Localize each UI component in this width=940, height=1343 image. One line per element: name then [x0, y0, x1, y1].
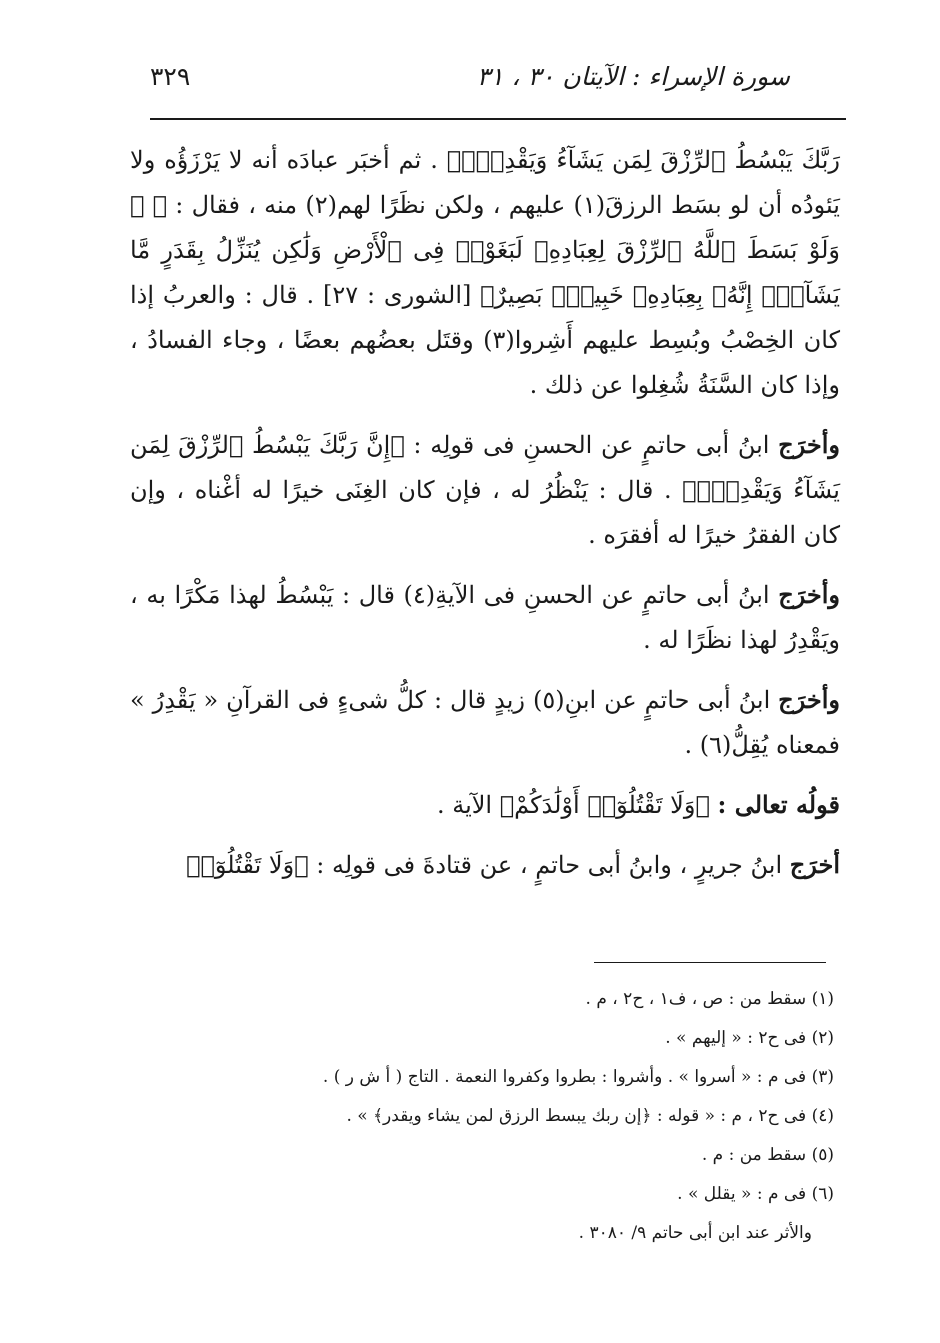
paragraph-lead: وأخرَج — [778, 685, 840, 714]
paragraph-1 — [130, 138, 840, 408]
footnote-rule — [594, 962, 826, 963]
paragraph-lead: وأخرَج — [778, 430, 840, 459]
paragraph-text: ﴿وَلَا تَقْتُلُوٓا۟ أَوْلَٰدَكُمْ﴾ الآية . — [436, 791, 718, 819]
paragraph-lead: قولُه تعالى : — [717, 790, 840, 819]
footnote: (٦) فى م : « يقلل » . — [677, 1184, 834, 1204]
paragraph-text: ابنُ أبى حاتمٍ عن ابنِ(٥) زيدٍ قال : كلُّ شىءٍ فى القرآنِ « يَقْدِرُ » فمعناه يُقِلُّ(٦) . — [130, 686, 840, 759]
paragraph-lead: أخرَج — [789, 850, 840, 879]
paragraph-text: ابنُ جريرٍ ، وابنُ أبى حاتمٍ ، عن قتادةَ فى قولِه : ﴿وَلَا تَقْتُلُوٓا۟ — [186, 851, 790, 879]
page-number: ٣٢٩ — [150, 62, 191, 91]
paragraph-text: ابنُ أبى حاتمٍ عن الحسنِ فى قولِه : ﴿إِنَّ رَبَّكَ يَبْسُطُ ٱلرِّزْقَ لِمَن يَشَآءُ وَيَقْدِرُۚ﴾ . قال : يَنْظُرُ له ، فإن كان الغِنَى خيرًا له أغْناه ، وإن كان الفقرُ خيرًا له أفقرَه . — [130, 431, 840, 549]
footnote: (٣) فى م : « أسروا » . وأشروا : بطروا وكفروا النعمة . التاج ( أ ش ر ) . — [322, 1067, 834, 1087]
paragraph-2 — [130, 422, 840, 558]
footnote: (١) سقط من : ص ، ف١ ، ح٢ ، م . — [585, 989, 834, 1009]
footnote: (٢) فى ح٢ : « إليهم » . — [665, 1028, 834, 1048]
main-text — [130, 138, 840, 902]
footnote: (٤) فى ح٢ ، م : « قوله : ﴿إن ربك يبسط الرزق لمن يشاء ويقدر﴾ » . — [346, 1106, 834, 1126]
page-header — [150, 62, 790, 102]
header-rule — [150, 118, 846, 120]
paragraph-text: ابنُ أبى حاتمٍ عن الحسنِ فى الآيةِ(٤) قال : يَبْسُطُ لهذا مَكْرًا به ، ويَقْدِرُ لهذا نظَرًا له . — [130, 581, 840, 654]
surah-title: سورة الإسراء : الآيتان ٣٠ ، ٣١ — [476, 62, 790, 91]
footnote: (٥) سقط من : م . — [701, 1145, 834, 1165]
paragraph-lead: وأخرَج — [778, 580, 841, 609]
footnote-continuation: والأثر عند ابن أبى حاتم ٩/ ٣٠٨٠ . — [578, 1223, 812, 1243]
paragraph-6 — [130, 842, 840, 888]
footnotes — [170, 980, 834, 1253]
paragraph-5 — [130, 782, 840, 828]
paragraph-3 — [130, 572, 840, 663]
paragraph-4 — [130, 677, 840, 768]
paragraph-text: رَبَّكَ يَبْسُطُ ٱلرِّزْقَ لِمَن يَشَآءُ وَيَقْدِرُۚ﴾ . ثم أخبَر عبادَه أنه لا يَرْزَؤُه ولا يَئودُه أن لو بسَط الرزقَ(١) عليهم ، ولكن نظَرًا لهم(٢) منه ، فقال : ﴿ ۞ وَلَوْ بَسَطَ ٱللَّهُ ٱلرِّزْقَ لِعِبَادِهِۦ لَبَغَوْا۟ فِى ٱلْأَرْضِ وَلَٰكِن يُنَزِّلُ بِقَدَرٍ مَّا يَشَآءُۚ إِنَّهُۥ بِعِبَادِهِۦ خَبِيرٌۢ بَصِيرٌ﴾ [الشورى : ٢٧] . قال : والعربُ إذا كان الخِصْبُ وبُسِط عليهم أَشِروا(٣) وقتَل بعضُهم بعضًا ، وجاء الفسادُ ، وإذا كان السَّنَةُ شُغِلوا عن ذلك . — [130, 146, 841, 399]
